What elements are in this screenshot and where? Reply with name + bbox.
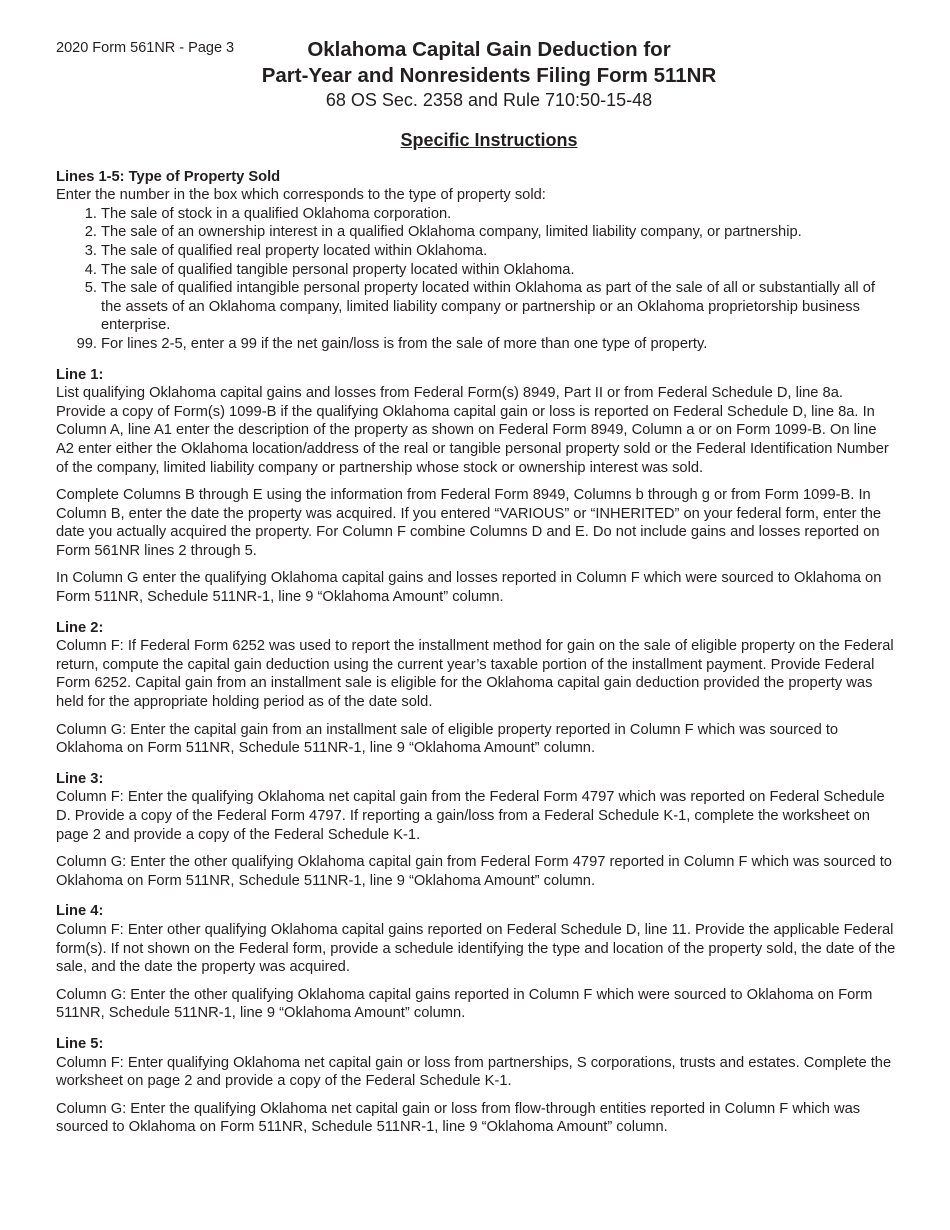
line-2-heading: Line 2: [56, 619, 104, 636]
document-page [56, 37, 896, 1137]
list-item-number: 1. [84, 205, 97, 222]
paragraph: Column G: Enter the capital gain from an installment sale of eligible property reported in Column F which was sourced to Oklahoma on Form 511NR, Schedule 511NR-1, line 9 “Oklahoma Amount” column. [56, 721, 839, 757]
paragraph: Complete Columns B through E using the information from Federal Form 8949, Columns b through g or from Form 1099-B. In Column B, enter the date the property was acquired. If you entered “VARIOUS” or “INHERITED” on your federal form, enter the date you actually acquired the property. For Column F combine Columns D and E. Do not include gains and losses reported on Form 561NR lines 2 through 5. [56, 487, 882, 559]
paragraph: Column F: Enter qualifying Oklahoma net capital gain or loss from partnerships, S corporations, trusts and estates. Complete the worksheet on page 2 and provide a copy of the Federal Schedule K-1. [56, 1054, 892, 1090]
paragraph: In Column G enter the qualifying Oklahoma capital gains and losses reported in Column F which were sourced to Oklahoma on Form 511NR, Schedule 511NR-1, line 9 “Oklahoma Amount” column. [56, 570, 882, 606]
list-item [56, 261, 896, 280]
paragraph: Column F: Enter the qualifying Oklahoma net capital gain from the Federal Form 4797 which was reported on Federal Schedule D. Provide a copy of the Federal Form 4797. If reporting a gain/loss from a Federal Schedule K-1, complete the worksheet on page 2 and provide a copy of the Federal Schedule K-1. [56, 789, 885, 843]
list-item-number: 3. [84, 242, 97, 259]
list-item-number: 2. [84, 224, 97, 241]
list-item-number: 5. [84, 280, 97, 297]
line-1-section [56, 366, 896, 607]
list-item [56, 205, 896, 224]
list-item-text: The sale of stock in a qualified Oklahoma corporation. [101, 205, 452, 222]
form-title-line-1: Oklahoma Capital Gain Deduction for [307, 38, 671, 61]
property-type-section [56, 168, 896, 354]
statute-citation: 68 OS Sec. 2358 and Rule 710:50-15-48 [325, 90, 653, 110]
page-label: 2020 Form 561NR - Page 3 [56, 40, 235, 56]
line-4-section [56, 902, 896, 1023]
property-type-list [56, 205, 896, 354]
paragraph: Column G: Enter the other qualifying Oklahoma capital gain from Federal Form 4797 reported in Column F which was sourced to Oklahoma on Form 511NR, Schedule 511NR-1, line 9 “Oklahoma Amount” column. [56, 854, 892, 889]
paragraph: List qualifying Oklahoma capital gains and losses from Federal Form(s) 8949, Part II or from Federal Schedule D, line 8a. Provide a copy of Form(s) 1099-B if the qualifying Oklahoma capital gain or loss is reported on Federal Schedule D, line 8a. In Column A, line A1 enter the description of the property as shown on Federal Form 8949, Column a or on Form 1099-B. On line A2 enter either the Oklahoma location/address of the real or tangible personal property sold or the Federal Identification Number of the company, limited liability company or partnership whose stock or ownership interest was sold. [56, 385, 889, 476]
paragraph: Column G: Enter the qualifying Oklahoma net capital gain or loss from flow-through entities reported in Column F which was sourced to Oklahoma on Form 511NR, Schedule 511NR-1, line 9 “Oklahoma Amount” column. [56, 1100, 861, 1136]
paragraph: Column G: Enter the other qualifying Oklahoma capital gains reported in Column F which were sourced to Oklahoma on Form 511NR, Schedule 511NR-1, line 9 “Oklahoma Amount” column. [56, 986, 873, 1022]
line-3-heading: Line 3: [56, 770, 104, 787]
line-3-section [56, 770, 896, 891]
list-item [56, 279, 896, 335]
property-type-intro: Enter the number in the box which corresponds to the type of property sold: [56, 187, 546, 204]
section-heading: Specific Instructions [400, 130, 578, 150]
list-item-text: The sale of an ownership interest in a qualified Oklahoma company, limited liability company, or partnership. [101, 224, 802, 241]
line-4-heading: Line 4: [56, 903, 104, 920]
paragraph: Column F: Enter other qualifying Oklahoma capital gains reported on Federal Schedule D, line 11. Provide the applicable Federal form(s). If not shown on the Federal form, provide a schedule identifying the type and location of the property sold, the date of the sale, and the date the property was acquired. [56, 921, 896, 976]
paragraph: Column F: If Federal Form 6252 was used to report the installment method for gain on the sale of eligible property on the Federal return, compute the capital gain deduction using the current year’s taxable portion of the installment payment. Provide Federal Form 6252. Capital gain from an installment sale is eligible for the Oklahoma capital gain deduction provided the property was held for the appropriate holding period as of the date sold. [56, 638, 894, 711]
list-item-text: The sale of qualified tangible personal property located within Oklahoma. [101, 261, 575, 278]
property-type-heading: Lines 1-5: Type of Property Sold [56, 168, 281, 185]
line-5-heading: Line 5: [56, 1035, 104, 1052]
list-item [56, 242, 896, 261]
list-item-number: 99. [76, 335, 97, 352]
line-1-heading: Line 1: [56, 366, 104, 383]
line-2-section [56, 619, 896, 758]
list-item-text: The sale of qualified intangible personal property located within Oklahoma as part of the sale of all or substantially all of the assets of an Oklahoma company, limited liability company or partnership or an Oklahoma proprietorship business enterprise. [101, 280, 875, 334]
list-item-text: The sale of qualified real property located within Oklahoma. [101, 242, 488, 259]
list-item [56, 335, 896, 354]
list-item-number: 4. [84, 261, 97, 278]
list-item [56, 223, 896, 242]
form-title-line-2: Part-Year and Nonresidents Filing Form 511NR [261, 64, 717, 87]
list-item-text: For lines 2-5, enter a 99 if the net gain/loss is from the sale of more than one type of property. [101, 335, 708, 352]
line-5-section [56, 1035, 896, 1137]
